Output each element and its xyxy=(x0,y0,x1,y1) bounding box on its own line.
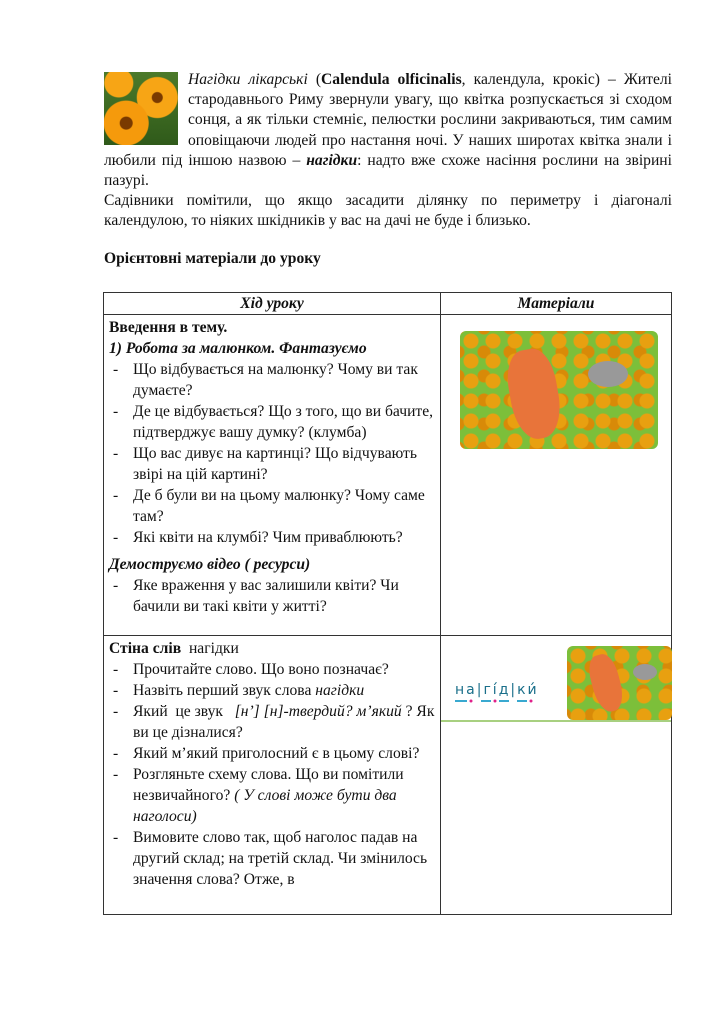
list-item: - Де б були ви на цьому малюнку? Чому саме там? xyxy=(109,485,435,527)
list-item: - Де це відбувається? Що з того, що ви бачите, підтверджує вашу думку? (клумба) xyxy=(109,401,435,443)
row2-materials xyxy=(441,636,672,915)
list-item: - Вимовите слово так, щоб наголос падав на другий склад; на третій склад. Чи змінилось значення слова? Отже, в xyxy=(109,827,435,890)
intro-para-2: Садівники помітили, що якщо засадити ділянку по периметру і діагоналі календулою, то ніяких шкідників у вас на дачі не буде і близько. xyxy=(104,192,672,230)
item-text: Який це звук xyxy=(133,703,235,720)
list-item: - Який м’який приголосний є в цьому слові? xyxy=(109,743,435,764)
row1-subtitle: 1) Робота за малюнком. Фантазуємо xyxy=(109,340,367,357)
list-item xyxy=(109,764,435,827)
item-text: ? Як ви це дізналися? xyxy=(133,703,435,741)
intro-text xyxy=(104,70,672,232)
cat-mouse-flowerbed-illustration xyxy=(460,331,658,449)
nahidky-word: нагідки xyxy=(306,151,358,169)
row1-content xyxy=(104,315,441,636)
latin-name: Calendula olficinalis xyxy=(321,71,462,88)
header-lesson-flow: Хід уроку xyxy=(104,293,441,315)
header-materials: Матеріали xyxy=(441,293,672,315)
list-item: - Яке враження у вас залишили квіти? Чи бачили ви такі квіти у житті? xyxy=(109,575,435,617)
cat-mouse-flowerbed-illustration xyxy=(567,646,672,720)
list-item: - Які квіти на клумбі? Чим приваблюють? xyxy=(109,527,435,548)
list-item xyxy=(109,680,435,701)
item-italic: [н’] [н]-твердий? м’який xyxy=(234,703,402,720)
row2-title: Стіна слів xyxy=(109,640,182,657)
row2-content xyxy=(104,636,441,915)
lesson-table xyxy=(103,292,672,915)
list-item: - Прочитайте слово. Що воно позначає? xyxy=(109,659,435,680)
video-note: Демоструємо відео ( ресурси) xyxy=(109,556,311,573)
item-italic: ( У слові може бути два наголоси) xyxy=(133,787,397,825)
item-italic: нагідки xyxy=(315,682,365,699)
intro-body-2: : надто вже схоже насіння рослини на звірині пазурі. xyxy=(104,151,672,190)
list-item: - Що вас дивує на картинці? Що відчувають звірі на цій картині? xyxy=(109,443,435,485)
intro-body: , календула, крокіс) – Жителі стародавнього Риму звернули увагу, що квітка розпускається зі сходом сонця, а як тільки стемніє, пелюстки рослини закриваються, тим самим оповіщаючи людей про настання ночі. У наших широтах квітка знали і любили під іншою назвою – xyxy=(104,71,672,169)
section-heading: Орієнтовні матеріали до уроку xyxy=(104,250,321,267)
row2-word: нагідки xyxy=(188,640,239,657)
list-item: - Що відбувається на малюнку? Чому ви так думаєте? xyxy=(109,359,435,401)
plant-name: Нагідки лікарські xyxy=(188,71,308,88)
sound-scheme-icon xyxy=(455,699,535,703)
item-text: Розгляньте схему слова. Що ви помітили незвичайного? xyxy=(133,766,404,804)
row1-materials xyxy=(441,315,672,636)
paren: ( xyxy=(307,71,322,88)
item-text: Назвіть перший звук слова xyxy=(133,682,316,699)
calendula-photo xyxy=(104,72,178,145)
syllable-scheme: на|гі́д|ки́ xyxy=(455,682,539,698)
list-item xyxy=(109,701,435,743)
row1-title: Введення в тему. xyxy=(109,319,228,336)
